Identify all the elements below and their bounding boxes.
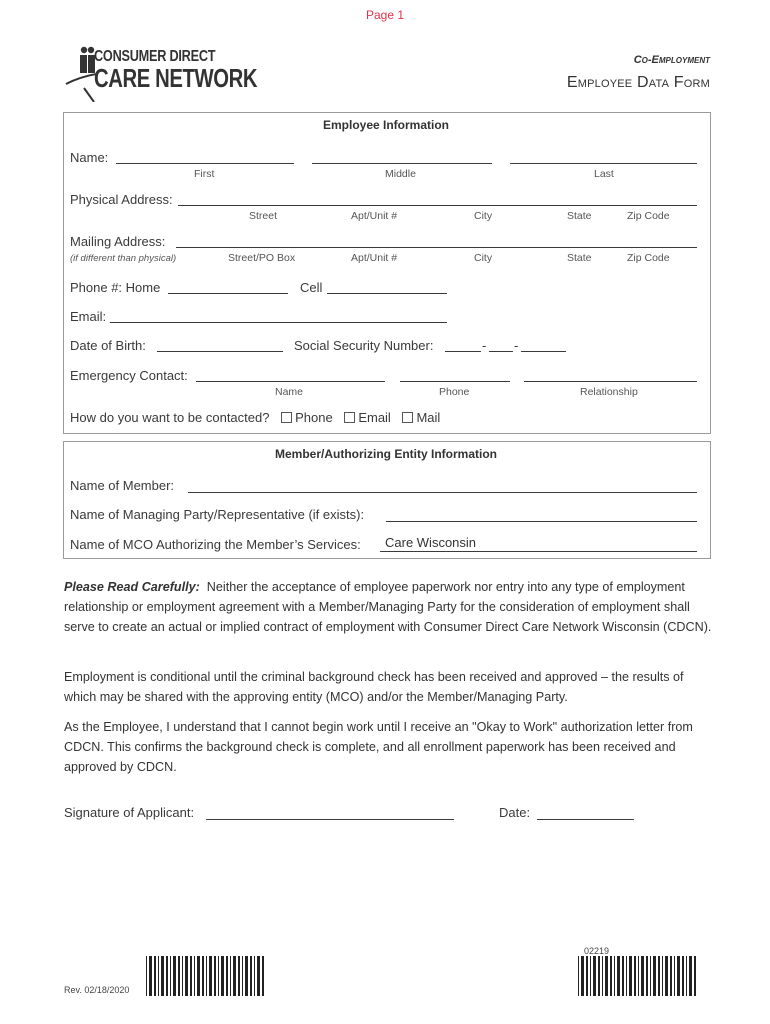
emergency-name-caption: Name (275, 386, 304, 398)
emergency-phone-field[interactable] (400, 381, 510, 382)
email-checkbox[interactable] (344, 412, 355, 423)
barcode-bar (662, 956, 663, 996)
barcode-bar (238, 956, 240, 996)
barcode-bar (638, 956, 639, 996)
employee-info-heading: Employee Information (322, 118, 450, 132)
barcode-bar (154, 956, 156, 996)
contact-question: How do you want to be contacted? (70, 410, 270, 425)
barcode-bar (665, 956, 668, 996)
physical-state-caption: State (567, 210, 592, 222)
barcode-bar (653, 956, 656, 996)
notice-text-1: Neither the acceptance of employee paperwork nor entry into any type of employment relationship or employment agreement with a Member/Managing Party for the consideration of employment shall serve to create an actual or implied contract of employment with Consumer Direct Care Network Wisconsin (CDCN). (64, 580, 712, 634)
notice-paragraph-2: Employment is conditional until the criminal background check has been received and approved – the results of which may be shared with the approving entity (MCO) and/or the Member/Managing Party. (64, 670, 684, 704)
barcode-bar (602, 956, 603, 996)
barcode-bar (626, 956, 627, 996)
emergency-contact-label: Emergency Contact: (70, 368, 188, 383)
date-field[interactable] (537, 819, 634, 820)
barcode-bar (197, 956, 200, 996)
barcode-bar (262, 956, 264, 996)
mco-field[interactable] (380, 551, 697, 552)
date-label: Date: (499, 805, 531, 820)
barcode-bar (173, 956, 176, 996)
barcode-bar (221, 956, 224, 996)
notice-paragraph-3: As the Employee, I understand that I cannot begin work until I receive an "Okay to Work" authorization letter from CDCN. This confirms the background check is complete, and all enrollment paperwork has been received and approved by CDCN. (64, 720, 693, 774)
physical-city-caption: City (474, 210, 493, 222)
physical-address-field[interactable] (178, 205, 697, 206)
notice-lead: Please Read Carefully: (64, 580, 200, 594)
barcode-bar (581, 956, 584, 996)
barcode-bar (677, 956, 680, 996)
ssn-label: Social Security Number: (294, 338, 434, 353)
revision-date: Rev. 02/18/2020 (64, 985, 130, 995)
logo-people-icon (64, 44, 98, 102)
barcode-bar (218, 956, 219, 996)
managing-party-label: Name of Managing Party/Representative (if exists): (70, 507, 365, 522)
barcode-bar (226, 956, 228, 996)
barcode-bar (586, 956, 588, 996)
barcode-bar (593, 956, 596, 996)
mail-option-label: Mail (416, 410, 441, 425)
barcode-bar (166, 956, 168, 996)
barcode-bar (170, 956, 171, 996)
mco-label: Name of MCO Authorizing the Member’s Services: (70, 537, 361, 552)
barcode-bar (605, 956, 608, 996)
emergency-phone-caption: Phone (439, 386, 470, 398)
barcode-bar (190, 956, 192, 996)
physical-street-caption: Street (249, 210, 278, 222)
barcode-bar (242, 956, 243, 996)
last-name-field[interactable] (510, 163, 697, 164)
barcode-bar (650, 956, 651, 996)
first-caption: First (194, 168, 215, 180)
phone-home-field[interactable] (168, 293, 288, 294)
ssn-separator-2: - (514, 338, 519, 353)
ssn-part3-field[interactable] (521, 351, 566, 352)
barcode-bar (617, 956, 620, 996)
co-employment-label: Co-Employment (633, 54, 710, 66)
barcode-right (578, 956, 700, 996)
email-label: Email: (70, 309, 107, 324)
barcode-bar (682, 956, 684, 996)
barcode-bar (610, 956, 612, 996)
dob-field[interactable] (157, 351, 283, 352)
physical-apt-caption: Apt/Unit # (351, 210, 398, 222)
barcode-bar (622, 956, 624, 996)
mailing-address-field[interactable] (176, 247, 697, 248)
phone-checkbox[interactable] (281, 412, 292, 423)
name-label: Name: (70, 150, 109, 165)
barcode-bar (629, 956, 632, 996)
company-logo (64, 44, 258, 102)
mailing-street-caption: Street/PO Box (228, 252, 296, 264)
barcode-bar (233, 956, 236, 996)
barcode-bar (590, 956, 591, 996)
cell-label: Cell (300, 280, 323, 295)
barcode-bar (146, 956, 147, 996)
member-name-label: Name of Member: (70, 478, 175, 493)
contact-preference-row (70, 410, 440, 425)
barcode-bar (250, 956, 252, 996)
barcode-bar (202, 956, 204, 996)
barcode-bar (194, 956, 195, 996)
barcode-bar (158, 956, 159, 996)
barcode-bar (161, 956, 164, 996)
barcode-bar (658, 956, 660, 996)
barcode-bar (209, 956, 212, 996)
phone-home-label: Phone #: Home (70, 280, 161, 295)
mco-value: Care Wisconsin (385, 535, 477, 550)
middle-caption: Middle (385, 168, 416, 180)
barcode-bar (230, 956, 231, 996)
mailing-apt-caption: Apt/Unit # (351, 252, 398, 264)
email-field[interactable] (110, 322, 447, 323)
middle-name-field[interactable] (312, 163, 492, 164)
first-name-field[interactable] (116, 163, 294, 164)
barcode-bar (206, 956, 207, 996)
last-caption: Last (594, 168, 614, 180)
barcode-bar (694, 956, 696, 996)
phone-option-label: Phone (295, 410, 333, 425)
logo-line2: CARE NETWORK (94, 63, 258, 93)
barcode-bar (257, 956, 260, 996)
ssn-part1-field[interactable] (445, 351, 481, 352)
barcode-bar (674, 956, 675, 996)
cell-field[interactable] (327, 293, 447, 294)
barcode-bar (245, 956, 248, 996)
form-title: Employee Data Form (566, 74, 710, 91)
notice-paragraph-1 (64, 577, 714, 637)
member-info-heading: Member/Authorizing Entity Information (275, 447, 497, 461)
mailing-zip-caption: Zip Code (627, 252, 670, 264)
signature-field[interactable] (206, 819, 454, 820)
barcode-bar (634, 956, 636, 996)
physical-address-label: Physical Address: (70, 192, 173, 207)
logo-line1: CONSUMER DIRECT (94, 48, 216, 65)
barcode-bar (614, 956, 615, 996)
barcode-bar (598, 956, 600, 996)
barcode-bar (178, 956, 180, 996)
managing-party-field[interactable] (386, 521, 697, 522)
mailing-address-label: Mailing Address: (70, 234, 166, 249)
barcode-bar (182, 956, 183, 996)
physical-zip-caption: Zip Code (627, 210, 670, 222)
emergency-relationship-field[interactable] (524, 381, 697, 382)
page-label: Page 1 (365, 8, 405, 22)
barcode-bar (578, 956, 579, 996)
barcode-bar (254, 956, 255, 996)
dob-label: Date of Birth: (70, 338, 146, 353)
mailing-state-caption: State (567, 252, 592, 264)
ssn-separator-1: - (482, 338, 487, 353)
barcode-bar (214, 956, 216, 996)
barcode-bar (686, 956, 687, 996)
mailing-note: (if different than physical) (70, 253, 177, 264)
barcode-bar (149, 956, 152, 996)
barcode-bar (670, 956, 672, 996)
barcode-bar (641, 956, 644, 996)
emergency-relationship-caption: Relationship (580, 386, 638, 398)
barcode-bar (185, 956, 188, 996)
email-option-label: Email (358, 410, 391, 425)
mail-checkbox[interactable] (402, 412, 413, 423)
ssn-part2-field[interactable] (489, 351, 513, 352)
member-name-field[interactable] (188, 492, 697, 493)
form-code: 02219 (584, 946, 610, 956)
emergency-name-field[interactable] (196, 381, 385, 382)
signature-label: Signature of Applicant: (64, 805, 195, 820)
barcode-left (146, 956, 268, 996)
barcode-bar (646, 956, 648, 996)
mailing-city-caption: City (474, 252, 493, 264)
barcode-bar (689, 956, 692, 996)
